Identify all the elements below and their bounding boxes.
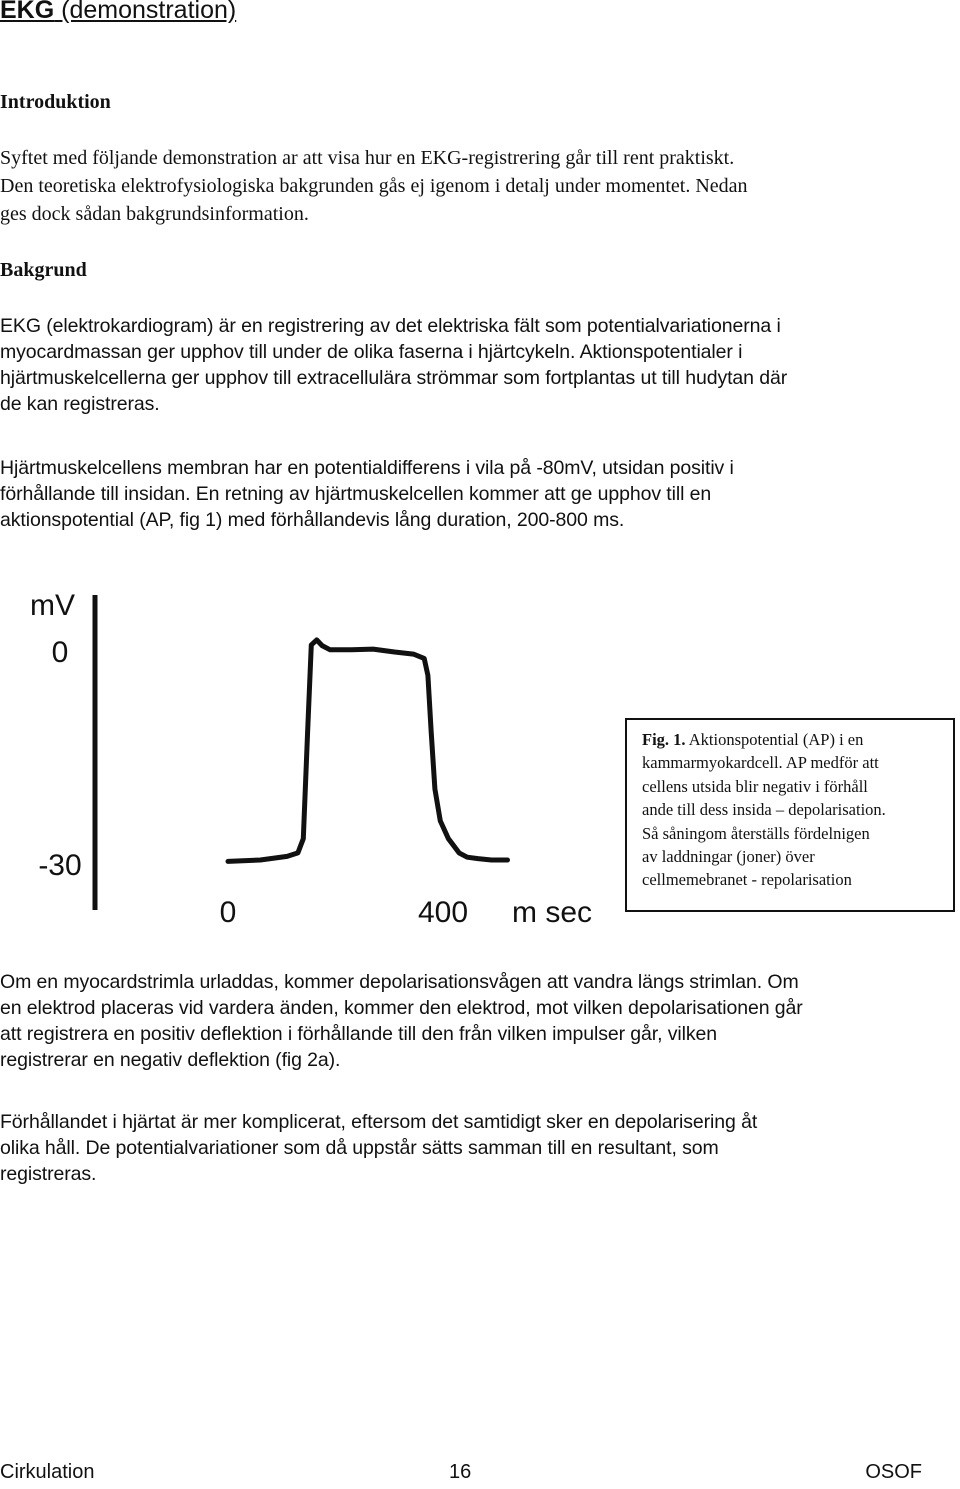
- text-line: Syftet med följande demonstration ar att visa hur en EKG-registrering går till rent praktiskt.: [0, 147, 735, 169]
- y-tick-label-minus30: -30: [38, 849, 82, 882]
- text-line: registrerar en negativ deflektion (fig 2a).: [0, 1049, 341, 1071]
- caption-line: kammarmyokardcell. AP medför att: [642, 753, 879, 773]
- caption-text: Aktionspotential (AP) i en: [685, 730, 864, 749]
- caption-line: [642, 728, 943, 751]
- text-line: EKG (elektrokardiogram) är en registrering av det elektriska fält som potentialvariationerna i: [0, 315, 781, 337]
- action-potential-curve: [228, 640, 508, 862]
- action-potential-chart: [0, 575, 620, 935]
- caption-line: cellens utsida blir negativ i förhåll: [642, 776, 868, 796]
- title-main: EKG: [0, 0, 55, 24]
- text-line: Den teoretiska elektrofysiologiska bakgrunden gås ej igenom i detalj under momentet. Nedan: [0, 175, 748, 197]
- background-heading: Bakgrund: [0, 259, 87, 281]
- text-line: registreras.: [0, 1163, 97, 1185]
- text-line: ges dock sådan bakgrundsinformation.: [0, 203, 309, 225]
- y-tick-label-0: 0: [51, 636, 69, 669]
- caption-line: cellmemebranet - repolarisation: [642, 870, 852, 890]
- figure-caption: [625, 718, 955, 912]
- background-paragraph-1: [0, 313, 940, 417]
- x-tick-label-400: 400: [417, 896, 469, 929]
- text-line: Hjärtmuskelcellens membran har en potentialdifferens i vila på -80mV, utsidan positiv i: [0, 457, 734, 479]
- background-paragraph-2: [0, 455, 940, 533]
- depolarisation-paragraph-2: [0, 1109, 940, 1187]
- text-line: de kan registreras.: [0, 393, 160, 415]
- depolarisation-paragraph-1: [0, 969, 940, 1073]
- title-subtitle: (demonstration): [54, 0, 237, 24]
- caption-line: ande till dess insida – depolarisation.: [642, 800, 886, 820]
- caption-line: av laddningar (joner) över: [642, 847, 815, 867]
- text-line: förhållande till insidan. En retning av hjärtmuskelcellen kommer att ge upphov till en: [0, 483, 712, 505]
- caption-label: Fig. 1.: [642, 730, 686, 749]
- text-line: aktionspotential (AP, fig 1) med förhållandevis lång duration, 200-800 ms.: [0, 509, 625, 531]
- text-line: myocardmassan ger upphov till under de olika faserna i hjärtcykeln. Aktionspotentialer i: [0, 341, 743, 363]
- caption-line: Så såningom återställs fördelnigen: [642, 823, 870, 843]
- x-tick-label-0: 0: [219, 896, 237, 929]
- page-number: 16: [449, 1461, 472, 1483]
- intro-paragraph: [0, 144, 940, 228]
- footer-section-name: Cirkulation: [0, 1461, 95, 1483]
- text-line: Om en myocardstrimla urladdas, kommer depolarisationsvågen att vandra längs strimlan. Om: [0, 971, 799, 993]
- text-line: olika håll. De potentialvariationer som då uppstår sätts samman till en resultant, som: [0, 1137, 719, 1159]
- page-footer: [0, 1461, 922, 1489]
- y-axis-label: mV: [30, 589, 75, 622]
- text-line: en elektrod placeras vid vardera änden, kommer den elektrod, mot vilken depolarisationen går: [0, 997, 803, 1019]
- document-title: [0, 0, 236, 25]
- footer-course-name: OSOF: [865, 1461, 922, 1483]
- text-line: att registrera en positiv deflektion i förhållande till den från vilken impulser går, vilken: [0, 1023, 718, 1045]
- text-line: hjärtmuskelcellerna ger upphov till extracellulära strömmar som fortplantas ut till hudytan där: [0, 367, 788, 389]
- text-line: Förhållandet i hjärtat är mer komplicerat, eftersom det samtidigt sker en depolarisering åt: [0, 1111, 758, 1133]
- intro-heading: Introduktion: [0, 91, 111, 113]
- x-axis-label: m sec: [512, 896, 593, 929]
